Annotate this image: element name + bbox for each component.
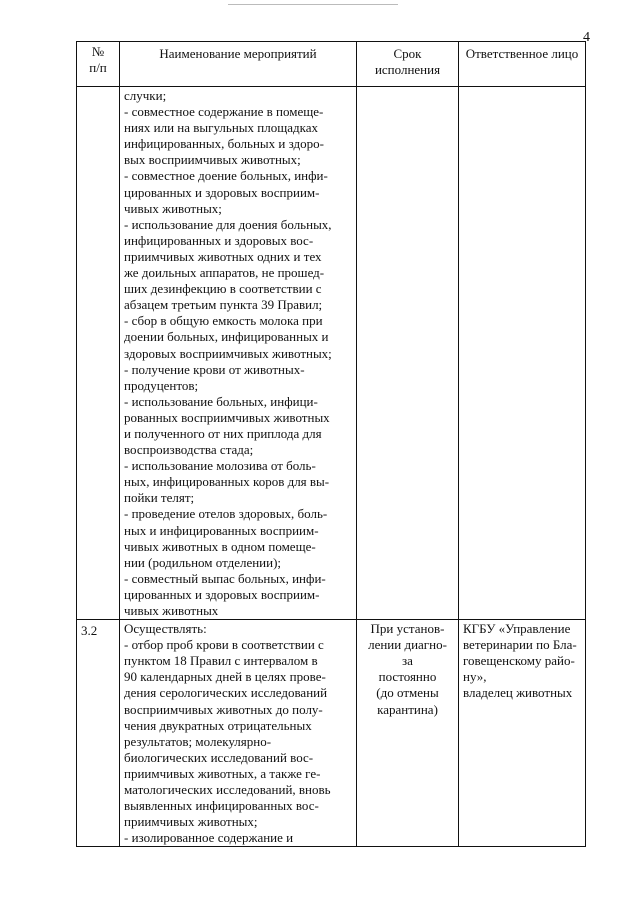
text-line: - использование молозива от боль- xyxy=(124,458,316,474)
text-line: ших дезинфекцию в соответствии с xyxy=(124,281,322,297)
text-line: - изолированное содержание и xyxy=(124,830,294,846)
header-number xyxy=(77,42,120,87)
text-line: пойки телят; xyxy=(124,490,195,506)
row-measure-text xyxy=(120,620,357,847)
header-responsible: Ответственное лицо xyxy=(459,42,586,87)
deadline-line: карантина) xyxy=(377,701,438,717)
page-number: 4 xyxy=(583,30,590,45)
header-deadline xyxy=(357,42,459,87)
text-line: чивых животных; xyxy=(124,200,222,216)
text-line: ных и инфицированных восприим- xyxy=(124,522,319,538)
deadline-line: за xyxy=(402,653,413,669)
text-line: доении больных, инфицированных и xyxy=(124,329,329,345)
text-line: выявленных инфицированных вос- xyxy=(124,798,319,814)
text-line: - получение крови от животных- xyxy=(124,361,305,377)
header-number-line: № xyxy=(91,44,105,59)
row-deadline xyxy=(357,87,459,620)
text-line: нии (родильном отделении); xyxy=(124,554,282,570)
text-line: матологических исследований, вновь xyxy=(124,782,331,798)
text-line: и полученного от них приплода для xyxy=(124,425,322,441)
text-line: рованных восприимчивых животных xyxy=(124,409,330,425)
responsible-line: КГБУ «Управление xyxy=(463,621,571,637)
text-line: - проведение отелов здоровых, боль- xyxy=(124,506,328,522)
text-line: ниях или на выгульных площадках xyxy=(124,120,318,136)
text-line: случки; xyxy=(124,88,167,103)
text-line: - совместный выпас больных, инфи- xyxy=(124,570,326,586)
text-line: чивых животных xyxy=(124,603,219,618)
text-line: - отбор проб крови в соответствии с xyxy=(124,637,324,653)
header-number-line: п/п xyxy=(89,60,107,75)
deadline-line: (до отмены xyxy=(376,685,439,701)
text-line: - использование больных, инфици- xyxy=(124,393,318,409)
table-row xyxy=(77,87,586,620)
text-line: чивых животных в одном помеще- xyxy=(124,538,316,554)
text-line: биологических исследований вос- xyxy=(124,749,314,765)
header-deadline-line: Срок xyxy=(393,46,422,61)
text-line: воспроизводства стада; xyxy=(124,442,254,458)
text-line: продуцентов; xyxy=(124,377,199,393)
measures-table xyxy=(76,41,586,847)
text-line: инфицированных, больных и здоро- xyxy=(124,136,324,152)
row-number: 3.2 xyxy=(77,620,120,847)
text-line: ных, инфицированных коров для вы- xyxy=(124,474,330,490)
row-responsible xyxy=(459,620,586,847)
text-line: - совместное доение больных, инфи- xyxy=(124,168,328,184)
text-line: пунктом 18 Правил с интервалом в xyxy=(124,653,318,669)
header-measure-name: Наименование мероприятий xyxy=(120,42,357,87)
responsible-line: ну», xyxy=(463,669,487,685)
text-line: цированных и здоровых восприим- xyxy=(124,184,320,200)
text-line: восприимчивых животных до полу- xyxy=(124,701,323,717)
scan-top-edge-mark xyxy=(228,4,398,5)
text-line: же доильных аппаратов, не прошед- xyxy=(124,265,325,281)
deadline-line: постоянно xyxy=(378,669,437,685)
text-line: здоровых восприимчивых животных; xyxy=(124,345,332,361)
header-deadline-line: исполнения xyxy=(374,62,441,77)
text-line: цированных и здоровых восприим- xyxy=(124,586,320,602)
text-line: чения двукратных отрицательных xyxy=(124,717,312,733)
responsible-line: ветеринарии по Бла- xyxy=(463,637,577,653)
text-line: - использование для доения больных, xyxy=(124,216,332,232)
text-line: приимчивых животных, а также ге- xyxy=(124,765,321,781)
text-line: инфицированных и здоровых вос- xyxy=(124,232,314,248)
responsible-line: говещенскому райо- xyxy=(463,653,575,669)
text-line: - совместное содержание в помеще- xyxy=(124,104,324,120)
deadline-line: При установ- xyxy=(370,621,445,637)
table-row xyxy=(77,620,586,847)
row-deadline xyxy=(357,620,459,847)
responsible-line: владелец животных xyxy=(463,685,573,701)
text-line: - сбор в общую емкость молока при xyxy=(124,313,323,329)
text-line: вых восприимчивых животных; xyxy=(124,152,301,168)
text-line: дения серологических исследований xyxy=(124,685,328,701)
text-line: результатов; молекулярно- xyxy=(124,733,272,749)
text-line: Осуществлять: xyxy=(124,621,207,637)
table-header-row xyxy=(77,42,586,87)
row-responsible xyxy=(459,87,586,620)
text-line: 90 календарных дней в целях прове- xyxy=(124,669,326,685)
text-line: абзацем третьим пункта 39 Правил; xyxy=(124,297,323,313)
row-number xyxy=(77,87,120,620)
row-measure-text xyxy=(120,87,357,620)
text-line: приимчивых животных одних и тех xyxy=(124,248,322,264)
text-line: приимчивых животных; xyxy=(124,814,258,830)
deadline-line: лении диагно- xyxy=(368,637,447,653)
